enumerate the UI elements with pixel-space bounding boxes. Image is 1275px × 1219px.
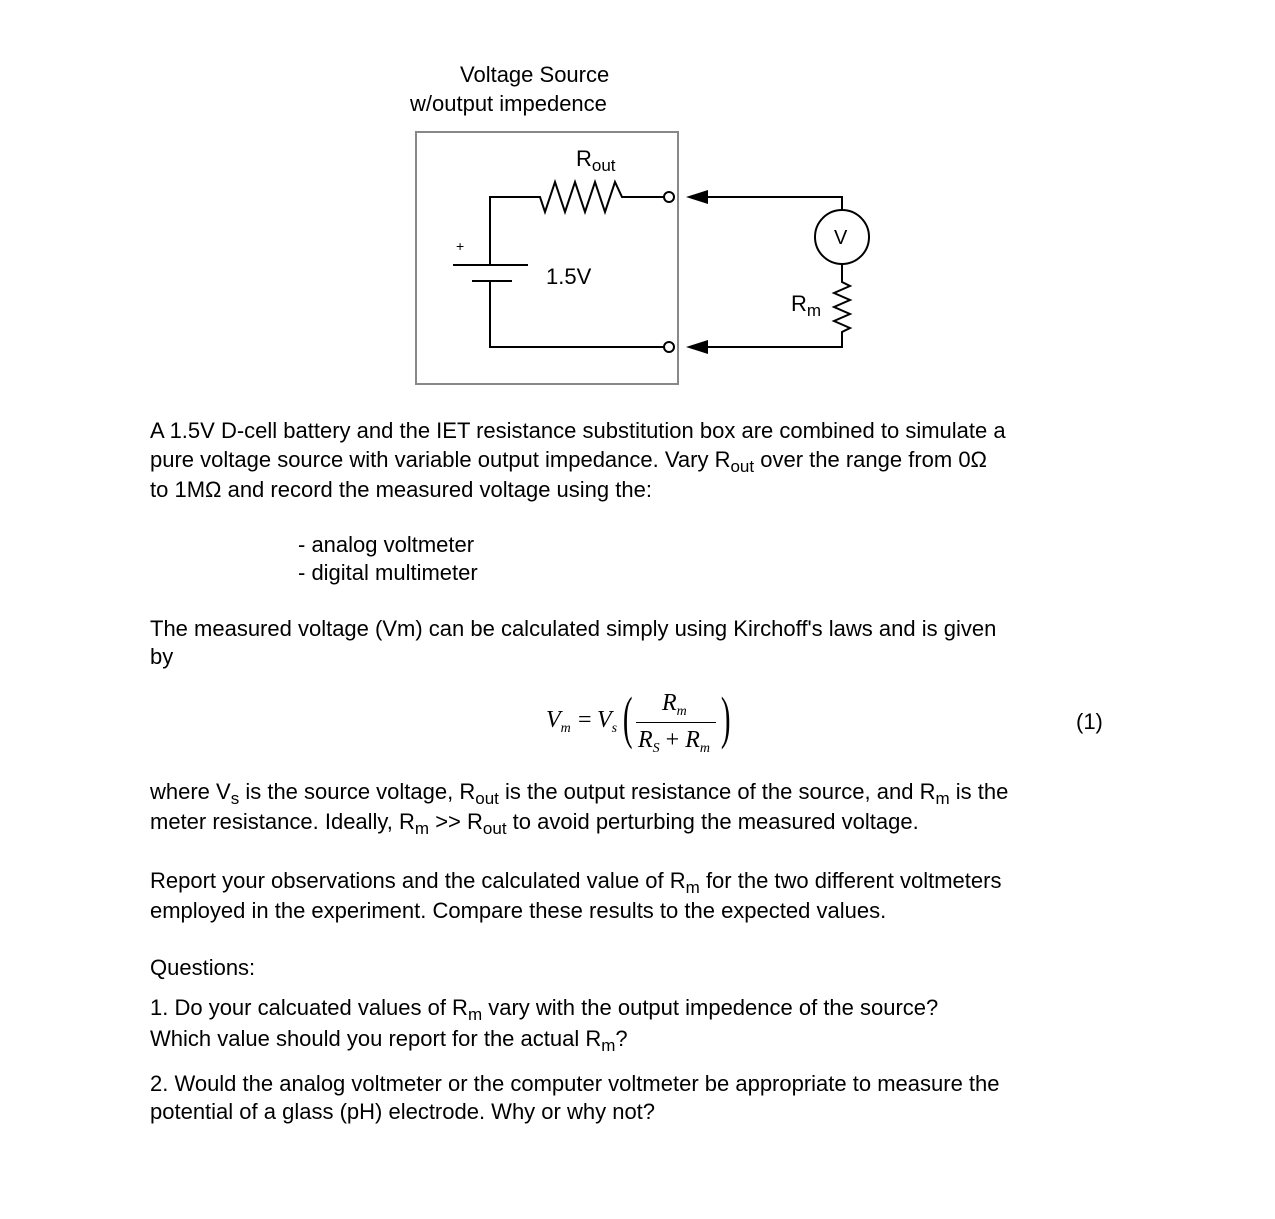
bottom-wire (490, 281, 664, 347)
text-segment: 2. Would the analog voltmeter or the computer voltmeter be appropriate to measure the (150, 1071, 1000, 1096)
text-line (150, 868, 1002, 897)
text-segment: meter resistance. Ideally, R (150, 809, 415, 834)
subscript: out (730, 457, 755, 476)
battery-voltage: 1.5V (546, 264, 592, 289)
text-segment: Questions: (150, 955, 256, 980)
subscript: out (482, 819, 507, 838)
circuit-diagram (0, 0, 1275, 420)
text-line (150, 1099, 655, 1125)
text-segment: is the output resistance of the source, and R (498, 779, 936, 804)
text-line (150, 1071, 1000, 1097)
voltmeter-label: V (834, 227, 848, 249)
diagram-title-line2: w/output impedence (410, 91, 607, 116)
text-line (150, 898, 886, 924)
text-line (150, 418, 1006, 444)
text-line (150, 955, 255, 981)
text-segment: - digital multimeter (298, 560, 478, 585)
text-segment: The measured voltage (Vm) can be calculated simply using Kirchoff's laws and is given (150, 616, 997, 641)
text-segment: by (150, 644, 174, 669)
text-segment: - analog voltmeter (298, 532, 475, 557)
text-line (150, 995, 939, 1024)
arrow-bottom-icon (686, 340, 708, 354)
text-segment: Report your observations and the calculated value of R (150, 868, 686, 893)
probe-wire (706, 197, 842, 210)
text-segment: pure voltage source with variable output impedance. Vary R (150, 447, 731, 472)
text-segment: over the range from 0Ω (754, 447, 987, 472)
text-line (298, 532, 474, 558)
text-segment: where V (150, 779, 231, 804)
subscript: s (230, 789, 240, 808)
battery-plus: + (456, 238, 465, 254)
subscript: out (475, 789, 499, 808)
arrow-top-icon (686, 190, 708, 204)
meter-resistor (706, 264, 850, 347)
text-segment: is the (949, 779, 1009, 804)
text-segment: Which value should you report for the actual R (150, 1026, 602, 1051)
text-line (150, 1026, 628, 1055)
equation-number: (1) (1076, 709, 1103, 734)
text-segment: employed in the experiment. Compare these results to the expected values. (150, 898, 887, 923)
text-segment: 1. Do your calcuated values of R (150, 995, 468, 1020)
text-line (298, 560, 478, 586)
text-segment: is the source voltage, R (239, 779, 476, 804)
text-line (150, 644, 173, 670)
text-line (150, 809, 919, 838)
subscript: m (935, 789, 950, 808)
text-segment: to avoid perturbing the measured voltage. (506, 809, 919, 834)
subscript: m (685, 878, 700, 897)
bottom-terminal (664, 342, 674, 352)
text-segment: to 1MΩ and record the measured voltage using the: (150, 477, 652, 502)
text-segment: A 1.5V D-cell battery and the IET resistance substitution box are combined to simulate a (150, 418, 1006, 443)
subscript: m (414, 819, 430, 838)
subscript: m (601, 1036, 616, 1055)
document-page: Voltage Source w/output impedence $R_{out}$ + 1.5V V $R_m$ A 1.5V D-cell battery and the IET resistance substitution box are combined to simulate a pure voltage source with variable output impedance. Vary $R_{out}$ over the range from 0Ω to 1MΩ and record the measured voltage using the: - analog voltmeter - digital multimeter The measured voltage (Vm) can be calculated simply using Kirchoff's laws and is given by where $V_s$ is the source voltage, $R_{out}$ is the output resistance of the source, and $R_m$ is the meter resistance. Ideally, $R_m >> R_{out}$ to avoid perturbing the measured voltage. Report your observations and the calculated value of $R_m$ for the two different voltmeters employed in the experiment. Compare these results to the expected values. Questions: 1. Do your calcuated values of $R_m$ vary with the output impedence of the source? Which value should you report for the actual $R_m$? 2. Would the analog voltmeter or the computer voltmeter be appropriate to measure the potential of a glass (pH) electrode. Why or why not? $V_m$ = $V_s$ ( $R_m$ $R_S + R_m$ ) (1) (0, 0, 1275, 1219)
text-segment: >> R (429, 809, 483, 834)
text-line (150, 779, 1009, 808)
text-line (150, 616, 996, 642)
text-line (150, 477, 652, 503)
top-wire (490, 182, 664, 265)
diagram-title-line1: Voltage Source (460, 62, 610, 87)
top-terminal (664, 192, 674, 202)
text-line (150, 447, 987, 476)
rm-label: $R_m$ (791, 291, 822, 320)
subscript: m (467, 1005, 483, 1024)
text-segment: vary with the output impedence of the source? (482, 995, 939, 1020)
rout-label: $R_{out}$ (576, 146, 616, 175)
text-segment: ? (615, 1026, 628, 1051)
text-segment: potential of a glass (pH) electrode. Why or why not? (150, 1099, 656, 1124)
text-segment: for the two different voltmeters (699, 868, 1002, 893)
